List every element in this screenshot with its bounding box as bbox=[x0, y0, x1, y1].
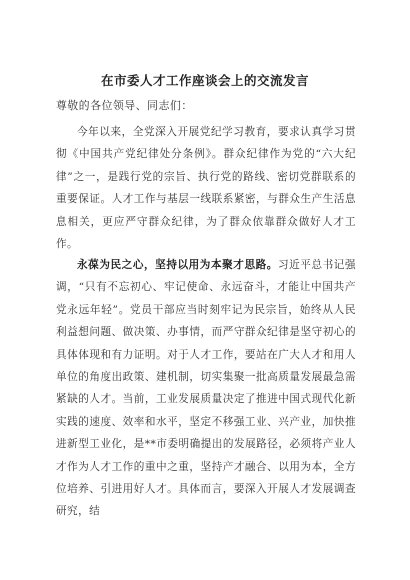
paragraph-2-lead: 永葆为民之心，坚持以用为本聚才思路。 bbox=[77, 259, 278, 271]
paragraph-2-text: 习近平总书记强调，“只有不忘初心、牢记使命、永远奋斗，才能让中国共产党永远年轻”。党员干部应当时刻牢记为民宗旨，始终从人民利益想问题、做决策、办事情，而严守群众纪律是坚守初心的具体体现和有力证明。对于人才工作，要站在广大人才和用人单位的角度出政策、建机制，切实集聚一批高质量发展最急需紧缺的人才。当前，工业发展质量决定了推进中国式现代化新实践的速度、效率和水平，坚定不移强工业、兴产业，加快推进新型工业化，是**市委明确提出的发展路径，必须将产业人才作为人才工作的重中之重，坚持产才融合、以用为本，全方位培养、引进用好人才。具体而言，要深入开展人才发展调查研究，结 bbox=[56, 259, 356, 518]
paragraph-1 bbox=[56, 121, 356, 255]
paragraph-2 bbox=[56, 254, 356, 523]
document-title: 在市委人才工作座谈会上的交流发言 bbox=[100, 73, 309, 88]
salutation: 尊敬的各位领导、同志们： bbox=[56, 99, 193, 112]
paragraph-1-text: 今年以来，全党深入开展党纪学习教育，要求认真学习贯彻《中国共产党纪律处分条例》。群众纪律作为党的“六大纪律”之一，是践行党的宗旨、执行党的路线、密切党群联系的重要保证。人才工作与基层一线联系紧密，与群众生产生活息息相关，更应严守群众纪律，为了群众依靠群众做好人才工作。 bbox=[56, 126, 356, 251]
